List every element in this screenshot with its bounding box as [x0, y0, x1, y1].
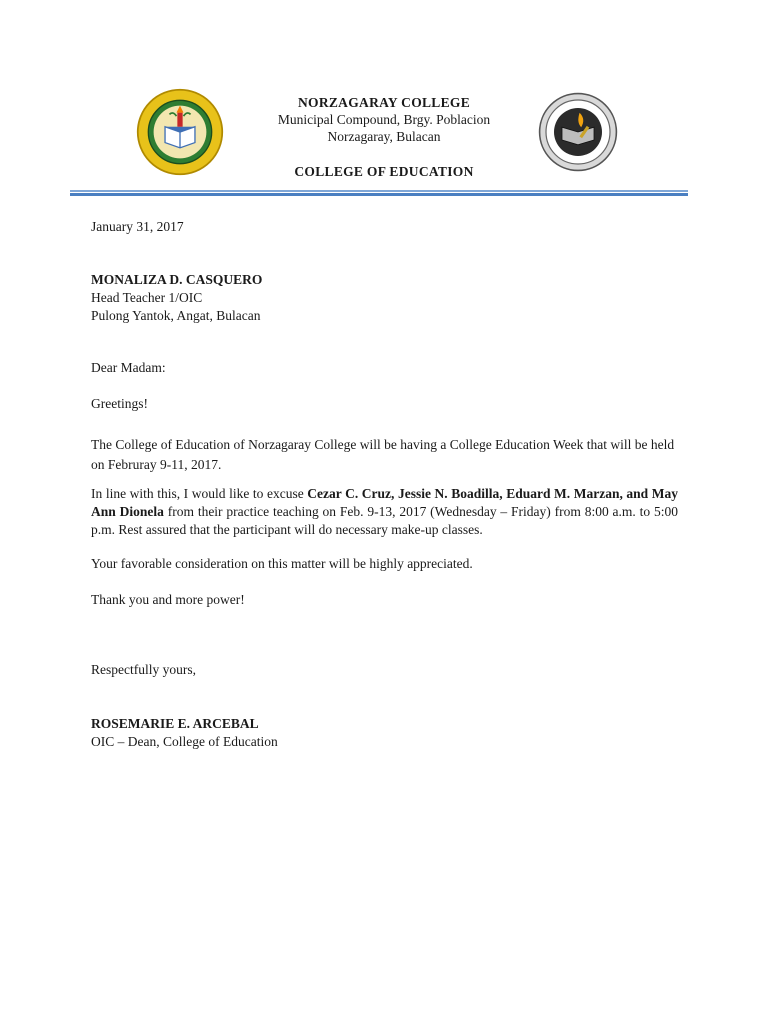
header-rule-thick: [70, 193, 688, 196]
norzagaray-college-seal-icon: [136, 88, 224, 176]
student-names: Cezar C. Cruz, Jessie N. Boadilla, Eduard M. Marzan, and May Ann Dionela: [91, 486, 678, 519]
department-name: COLLEGE OF EDUCATION: [294, 164, 474, 179]
signature-block: [91, 715, 678, 751]
paragraph-event: The College of Education of Norzagaray College will be having a College Education Week that will be held on Februray 9-11, 2017.: [91, 437, 675, 472]
letterhead: [0, 0, 768, 200]
college-of-education-seal-icon: [538, 92, 618, 172]
institution-block: [234, 94, 534, 180]
greeting: Greetings!: [91, 396, 148, 411]
letter-date: January 31, 2017: [91, 219, 184, 234]
header-rule-thin: [70, 190, 688, 192]
paragraph-thanks: Thank you and more power!: [91, 592, 245, 607]
complimentary-close: Respectfully yours,: [91, 662, 196, 677]
paragraph-excuse-tail: from their practice teaching on Feb. 9-13, 2017 (Wednesday – Friday) from 8:00 a.m. to 5:00 p.m. Rest assured that the participant will do necessary make-up classes.: [91, 504, 678, 537]
recipient-block: [91, 271, 678, 325]
recipient-name: MONALIZA D. CASQUERO: [91, 272, 263, 287]
signer-title: OIC – Dean, College of Education: [91, 734, 278, 749]
recipient-address: Pulong Yantok, Angat, Bulacan: [91, 308, 261, 323]
paragraph-consideration: Your favorable consideration on this matter will be highly appreciated.: [91, 556, 473, 571]
paragraph-excuse: [91, 485, 678, 539]
institution-name: NORZAGARAY COLLEGE: [297, 95, 471, 110]
letter-body: [91, 218, 678, 751]
address-line-2: Norzagaray, Bulacan: [327, 129, 441, 144]
signer-name: ROSEMARIE E. ARCEBAL: [91, 716, 259, 731]
recipient-title: Head Teacher 1/OIC: [91, 290, 203, 305]
paragraph-excuse-lead: In line with this, I would like to excuse: [91, 486, 308, 501]
salutation: Dear Madam:: [91, 360, 166, 375]
address-line-1: Municipal Compound, Brgy. Poblacion: [277, 112, 491, 127]
